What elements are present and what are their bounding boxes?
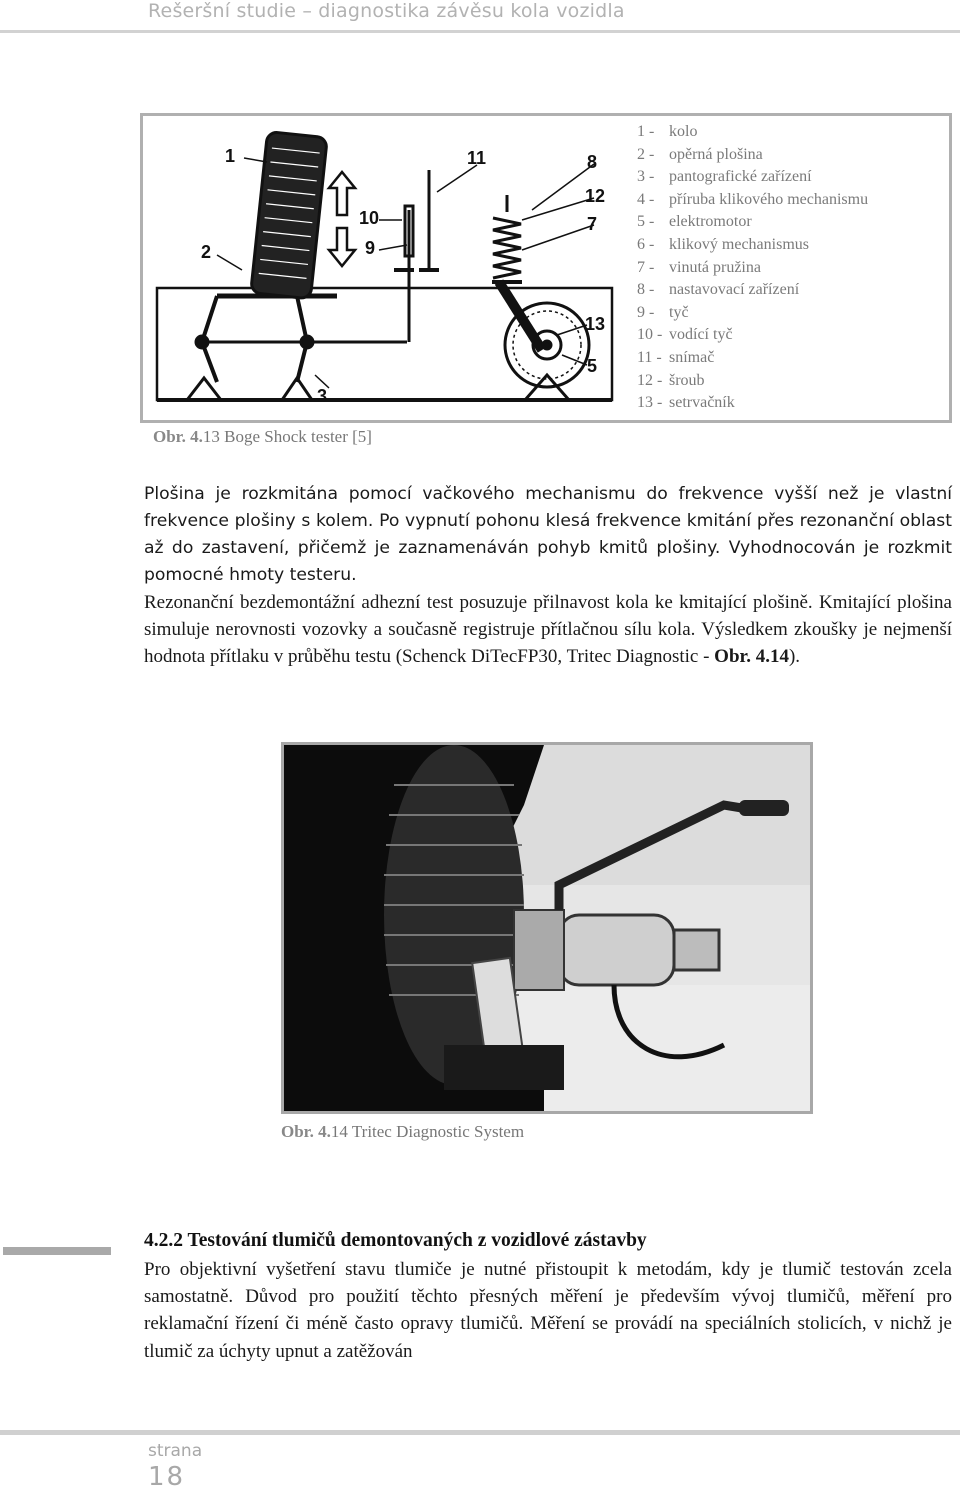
- paragraph-1: Plošina je rozkmitána pomocí vačkového mechanismu do frekvence vyšší než je vlastní frekvence plošiny s kolem. Po vypnutí pohonu klesá frekvence kmitání přes rezonanční oblast až do zastavení, přičemž je zaznamenáván pohyb kmitů plošiny. Vyhodnocován je rozkmit pomocné hmoty testeru.: [144, 484, 952, 585]
- diagram-label-8: 8: [587, 152, 598, 172]
- section-heading: 4.2.2 Testování tlumičů demontovaných z vozidlové zástavby: [144, 1230, 647, 1251]
- figure-boge-shock-tester: [140, 113, 952, 423]
- tritec-photo: [281, 742, 813, 1114]
- diagram-label-9: 9: [365, 238, 376, 258]
- figure-caption-2: Obr. 4.14 Tritec Diagnostic System: [281, 1122, 525, 1141]
- section-paragraph: Pro objektivní vyšetření stavu tlumiče je nutné přistoupit k metodám, kdy je tlumič testován zcela samostatně. Důvod pro použití těchto přesných měření je především vývoj tlumičů, měření pro reklamační řízení či méně často opravy tlumičů. Měření se provádí na speciálních stolicích, v nichž je tlumič za úchyty upnut a zatěžován: [144, 1259, 952, 1362]
- legend-item: 8 - nastavovací zařízení: [637, 281, 800, 299]
- diagram-label-12: 12: [585, 186, 606, 206]
- figure-legend: [637, 121, 868, 415]
- diagram-label-10: 10: [359, 208, 380, 228]
- diagram-label-7: 7: [587, 214, 598, 234]
- legend-item: 13 - setrvačník: [637, 394, 735, 412]
- footer-divider: [0, 1430, 960, 1435]
- page-number: 18: [148, 1462, 186, 1492]
- legend-item: 11 - snímač: [637, 348, 715, 366]
- tester-diagram: [147, 120, 617, 416]
- footer-label: strana: [148, 1441, 203, 1461]
- legend-item: 7 - vinutá pružina: [637, 258, 761, 276]
- legend-item: 1 - kolo: [637, 123, 698, 140]
- diagram-label-2: 2: [201, 242, 212, 262]
- figure-caption-1: Obr. 4.13 Boge Shock tester [5]: [153, 427, 372, 446]
- header-divider: [0, 30, 960, 33]
- legend-item: 12 - šroub: [637, 371, 705, 389]
- legend-item: 2 - opěrná plošina: [637, 145, 763, 163]
- diagram-label-3: 3: [317, 386, 328, 406]
- legend-item: 5 - elektromotor: [637, 213, 752, 231]
- legend-item: 4 - příruba klikového mechanismu: [637, 190, 869, 208]
- legend-item: 9 - tyč: [637, 303, 689, 321]
- paragraph-2: Rezonanční bezdemontážní adhezní test posuzuje přilnavost kola ke kmitající plošině. Kmitající plošina simuluje nerovnosti vozovky a současně registruje přítlačnou sílu kola. Výsledkem zkoušky je nejmenší hodnota přítlaku v průběhu testu (Schenck DiTecFP30, Tritec Diagnostic - Obr. 4.14).: [144, 592, 952, 668]
- tritec-photo-illustration: [284, 745, 810, 1111]
- figure-reference: Obr. 4.14: [714, 646, 789, 668]
- diagram-label-1: 1: [225, 146, 236, 166]
- legend-item: 10 - vodící tyč: [637, 326, 733, 344]
- legend-item: 6 - klikový mechanismus: [637, 235, 809, 253]
- running-header: Rešeršní studie – diagnostika závěsu kola vozidla: [148, 0, 625, 22]
- legend-item: 3 - pantografické zařízení: [637, 168, 812, 186]
- diagram-label-11: 11: [467, 148, 487, 168]
- diagram-label-13: 13: [585, 314, 606, 334]
- diagram-label-5: 5: [587, 356, 598, 376]
- section-marker: [3, 1247, 111, 1255]
